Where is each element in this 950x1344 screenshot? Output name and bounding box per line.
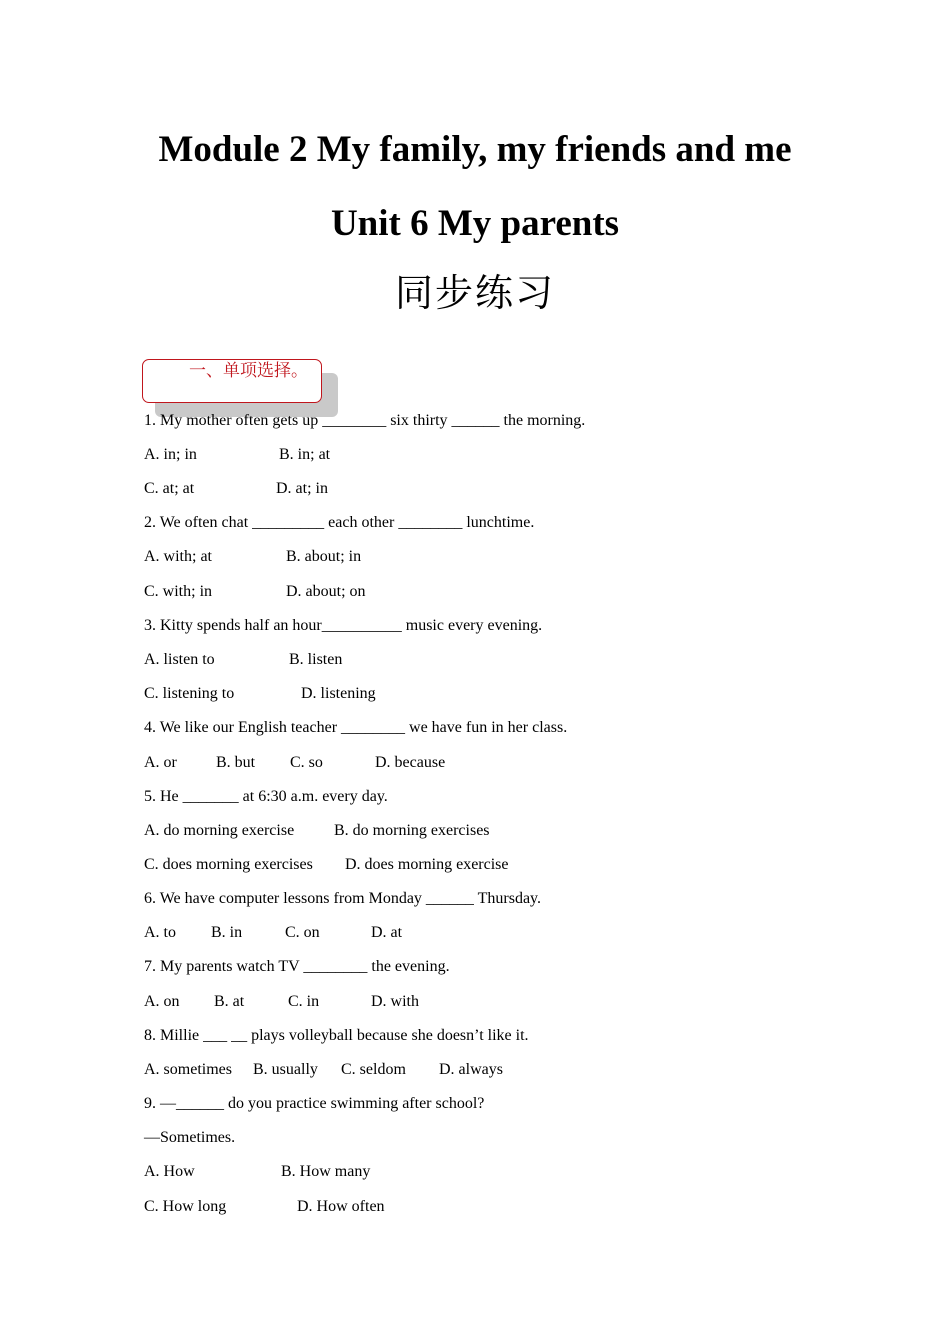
question-4-option-a: A. or <box>144 754 177 771</box>
question-7-stem: 7. My parents watch TV ________ the evening. <box>144 958 450 975</box>
question-9-reply: —Sometimes. <box>144 1129 236 1146</box>
question-3-option-a: A. listen to <box>144 651 215 668</box>
question-1-stem: 1. My mother often gets up ________ six thirty ______ the morning. <box>144 412 586 429</box>
question-3-option-d: D. listening <box>301 685 376 702</box>
question-1-option-c: C. at; at <box>144 480 195 497</box>
question-8-option-a: A. sometimes <box>144 1061 232 1078</box>
question-9-stem: 9. —______ do you practice swimming after school? <box>144 1095 485 1112</box>
question-8-stem: 8. Millie ___ __ plays volleyball because she doesn’t like it. <box>144 1027 529 1044</box>
question-2-stem: 2. We often chat _________ each other ________ lunchtime. <box>144 514 535 531</box>
question-9-option-d: D. How often <box>297 1198 385 1215</box>
question-1-option-a: A. in; in <box>144 446 197 463</box>
question-5-option-b: B. do morning exercises <box>334 822 490 839</box>
question-5-option-c: C. does morning exercises <box>144 856 313 873</box>
question-5-option-a: A. do morning exercise <box>144 822 295 839</box>
question-3-option-c: C. listening to <box>144 685 235 702</box>
question-4-option-d: D. because <box>375 754 446 771</box>
section-label: 一、单项选择。 <box>142 359 322 403</box>
question-2-option-d: D. about; on <box>286 583 366 600</box>
question-5-option-d: D. does morning exercise <box>345 856 509 873</box>
question-7-option-a: A. on <box>144 993 180 1010</box>
question-6-option-a: A. to <box>144 924 176 941</box>
question-1-option-d: D. at; in <box>276 480 328 497</box>
question-3-stem: 3. Kitty spends half an hour__________ music every evening. <box>144 617 543 634</box>
question-6-option-c: C. on <box>285 924 320 941</box>
question-4-stem: 4. We like our English teacher ________ we have fun in her class. <box>144 719 568 736</box>
question-5-stem: 5. He _______ at 6:30 a.m. every day. <box>144 788 388 805</box>
question-7-option-c: C. in <box>288 993 320 1010</box>
question-1-option-b: B. in; at <box>279 446 331 463</box>
question-3-option-b: B. listen <box>289 651 343 668</box>
question-2-option-b: B. about; in <box>286 548 362 565</box>
question-8-option-c: C. seldom <box>341 1061 406 1078</box>
question-6-option-b: B. in <box>211 924 243 941</box>
question-4-option-b: B. but <box>216 754 256 771</box>
question-7-option-b: B. at <box>214 993 245 1010</box>
question-6-option-d: D. at <box>371 924 403 941</box>
question-2-option-a: A. with; at <box>144 548 212 565</box>
question-8-option-b: B. usually <box>253 1061 318 1078</box>
question-9-option-b: B. How many <box>281 1163 371 1180</box>
question-7-option-d: D. with <box>371 993 419 1010</box>
question-9-option-c: C. How long <box>144 1198 227 1215</box>
question-9-option-a: A. How <box>144 1163 195 1180</box>
exercise-subtitle: 同步练习 <box>394 271 555 315</box>
unit-title: Unit 6 My parents <box>330 203 620 244</box>
question-2-option-c: C. with; in <box>144 583 213 600</box>
question-6-stem: 6. We have computer lessons from Monday ______ Thursday. <box>144 890 542 907</box>
question-8-option-d: D. always <box>439 1061 503 1078</box>
page-title: Module 2 My family, my friends and me <box>158 129 792 170</box>
question-4-option-c: C. so <box>290 754 323 771</box>
